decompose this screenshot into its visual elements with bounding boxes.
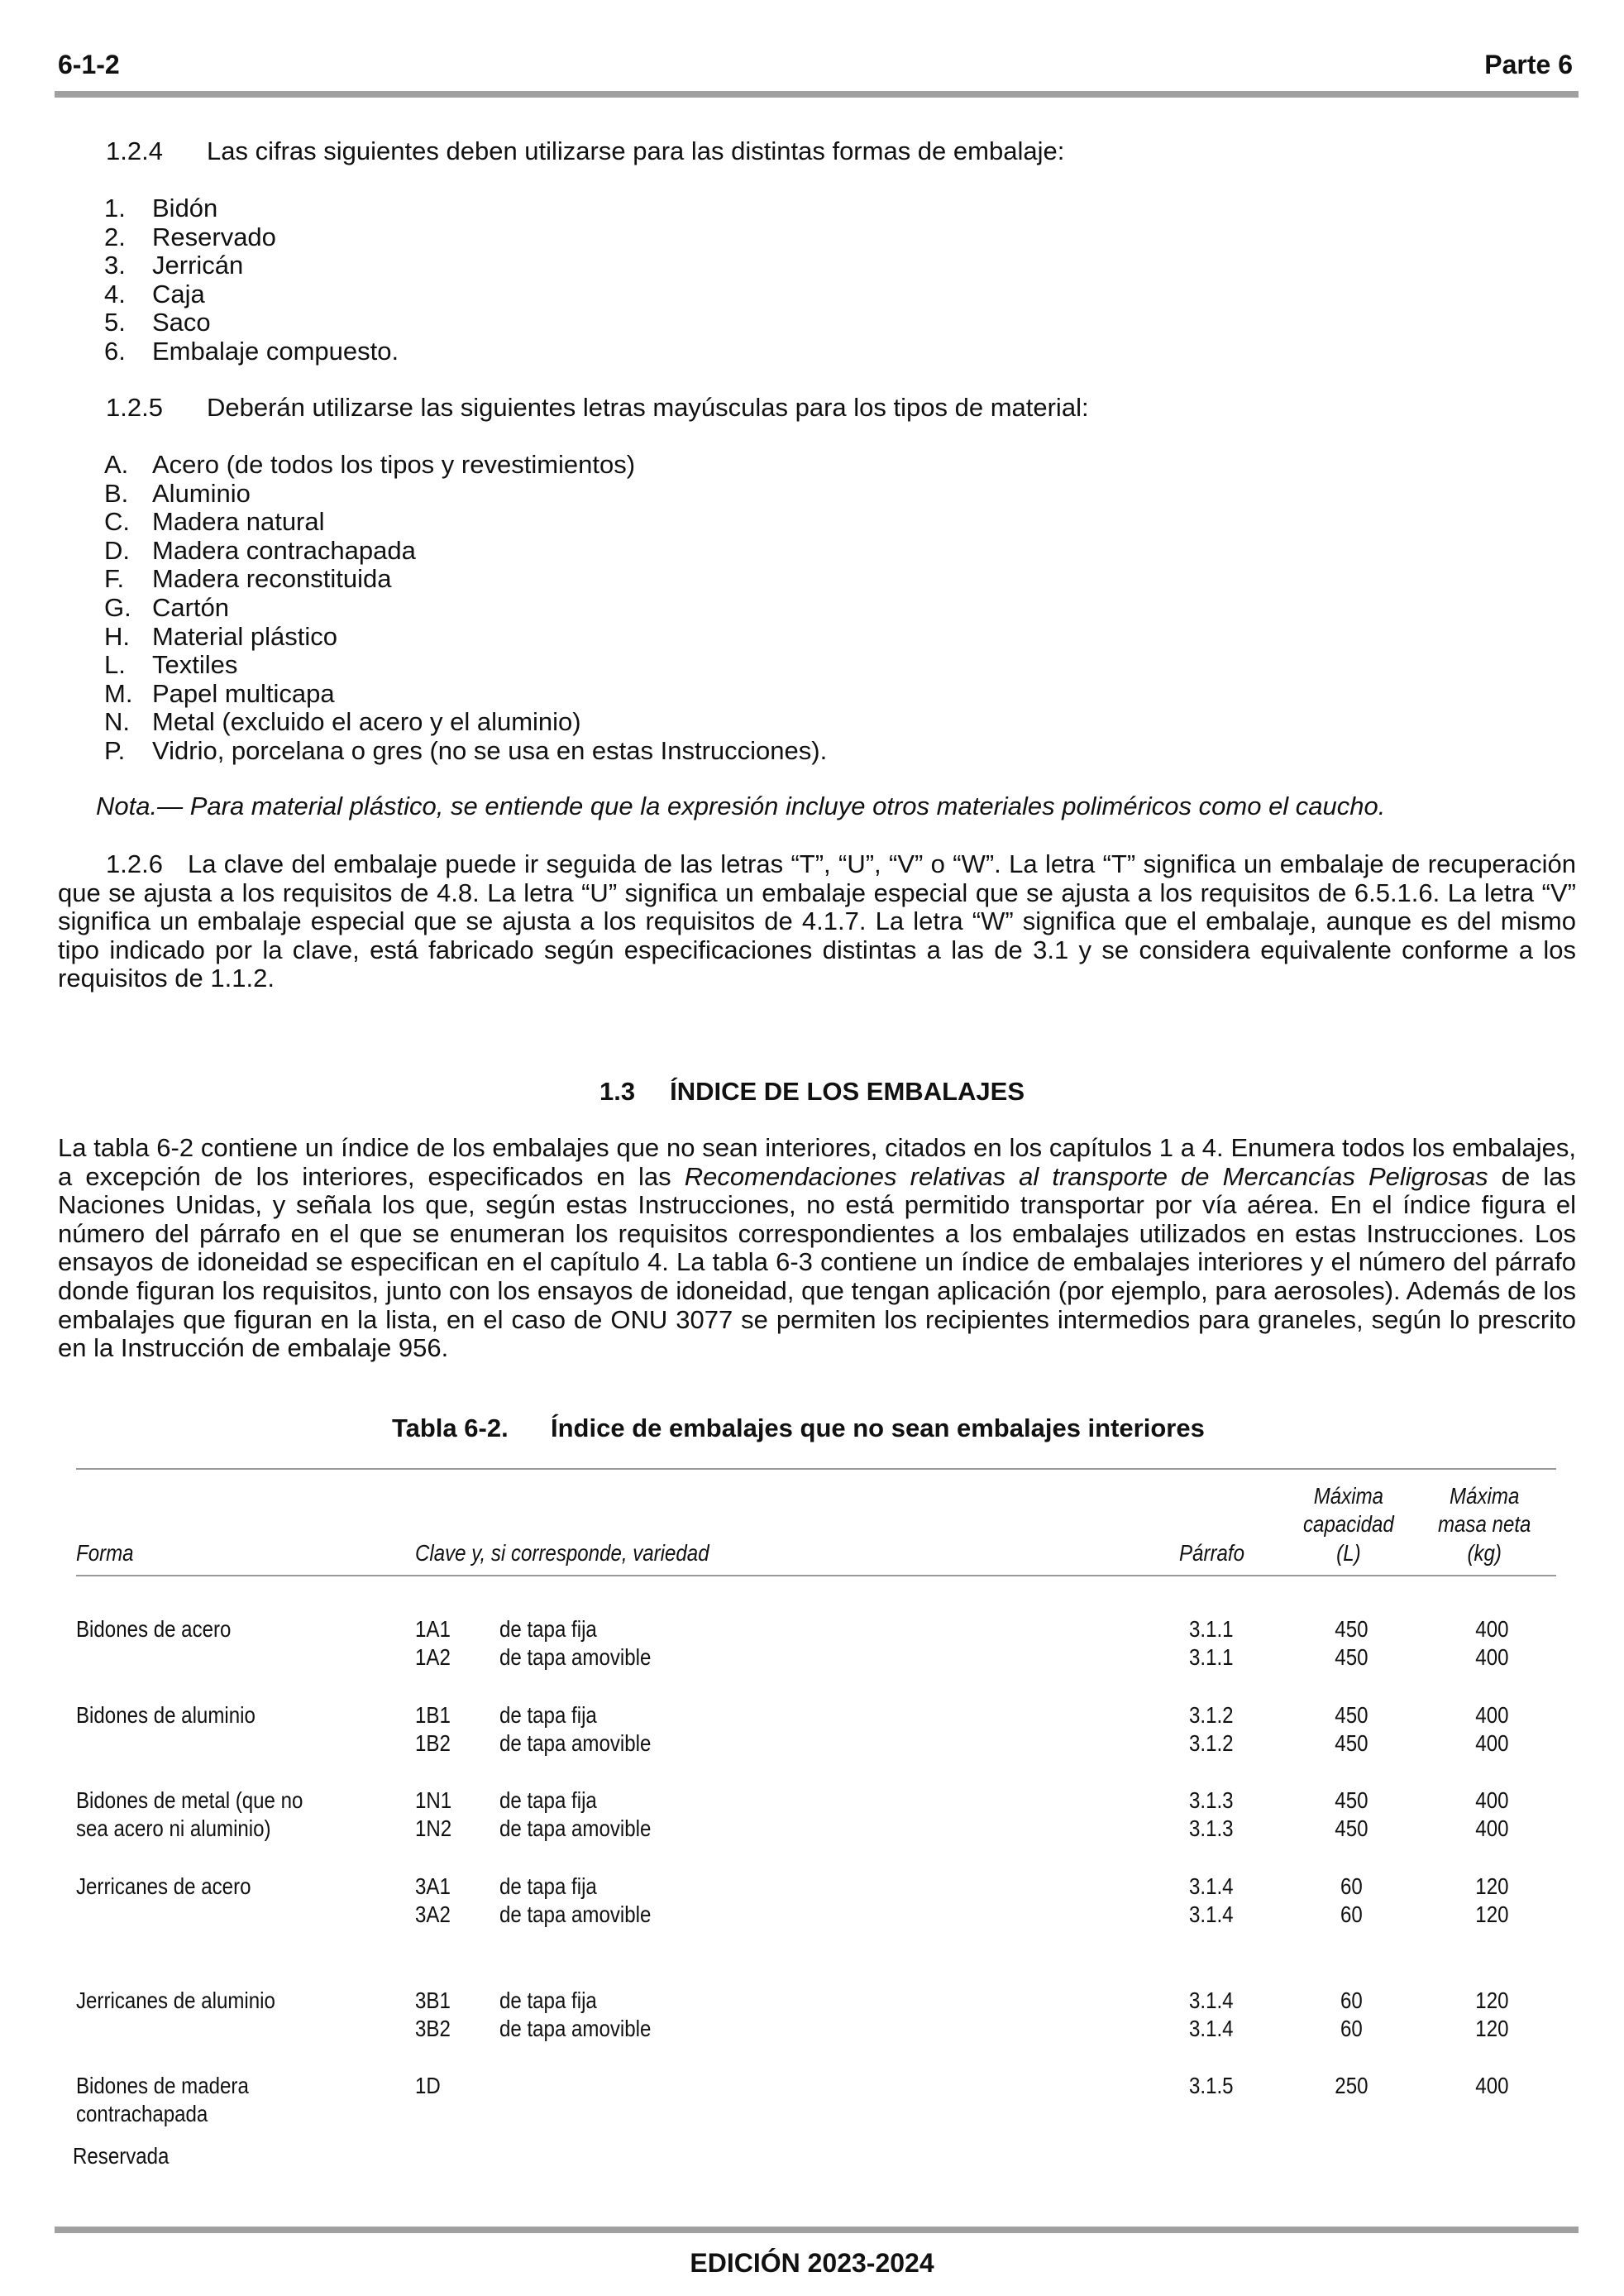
paragraph-italic-title: Recomendaciones relativas al transporte de Mercancías Peligrosas — [684, 1161, 1488, 1191]
list-text: Jerricán — [152, 251, 244, 280]
row-masa: 400 — [1475, 1730, 1509, 1757]
row-masa: 400 — [1475, 1815, 1509, 1842]
page-number: 6-1-2 — [58, 50, 120, 79]
row-masa: 120 — [1475, 1987, 1509, 2013]
section-1-3-paragraph — [58, 1134, 1576, 1363]
paragraph-text: Deberán utilizarse las siguientes letras mayúsculas para los tipos de material: — [207, 393, 1089, 422]
header-capacidad — [1302, 1482, 1395, 1567]
row-code: 3B1 — [415, 1987, 451, 2013]
table-label: Tabla 6-2. — [392, 1413, 509, 1442]
table-top-rule — [76, 1468, 1556, 1470]
list-text: Reservado — [152, 222, 276, 251]
row-masa: 400 — [1475, 1787, 1509, 1813]
row-capacidad: 450 — [1335, 1787, 1368, 1813]
row-forma: Bidones de metal (que no — [76, 1787, 303, 1813]
list-item — [104, 194, 399, 223]
row-capacidad: 450 — [1335, 1730, 1368, 1757]
paragraph-text: La clave del embalaje puede ir seguida de las letras “T”, “U”, “V” o “W”. La letra “T” significa un embalaje de recuperación que se ajusta a los requisitos de 4.8. La letra “U” significa un embalaje especial que se ajusta a los requisitos de 6.5.1.6. La letra “V” significa un embalaje especial que se ajusta a los requisitos de 4.1.7. La letra “W” significa que el embalaje, aunque es del mismo tipo indicado por la clave, está fabricado según especificaciones distintas a las de 3.1 y se considera equivalente conforme a los requisitos de 1.1.2. — [58, 849, 1576, 993]
list-item — [104, 337, 399, 366]
part-label: Parte 6 — [1484, 50, 1573, 79]
section-heading — [0, 1077, 1624, 1107]
row-masa: 400 — [1475, 1616, 1509, 1642]
list-item — [104, 508, 827, 537]
list-item — [104, 251, 399, 280]
row-variety: de tapa amovible — [499, 1815, 652, 1842]
paragraph-number: 1.2.5 — [106, 393, 163, 422]
row-variety: de tapa amovible — [499, 1901, 652, 1928]
list-marker: A. — [104, 450, 129, 479]
row-forma: Jerricanes de aluminio — [76, 1987, 275, 2013]
list-item — [104, 594, 827, 623]
row-parrafo: 3.1.1 — [1189, 1616, 1234, 1642]
list-text: Caja — [152, 279, 205, 309]
row-capacidad: 450 — [1335, 1702, 1368, 1728]
list-text: Bidón — [152, 194, 218, 222]
list-marker: L. — [104, 650, 126, 680]
header-line: capacidad — [1303, 1511, 1394, 1538]
list-item — [104, 565, 827, 594]
header-forma: Forma — [76, 1540, 134, 1566]
list-marker: H. — [104, 621, 130, 651]
list-marker: M. — [104, 678, 133, 708]
row-parrafo: 3.1.3 — [1189, 1787, 1234, 1813]
row-masa: 120 — [1475, 1873, 1509, 1899]
edition-footer: EDICIÓN 2023-2024 — [690, 2248, 934, 2278]
row-code: 1N1 — [415, 1787, 452, 1813]
row-masa: 120 — [1475, 1901, 1509, 1928]
list-text: Embalaje compuesto. — [152, 336, 399, 366]
header-line: Máxima — [1313, 1483, 1384, 1509]
list-text: Madera reconstituida — [152, 564, 392, 594]
row-capacidad: 450 — [1335, 1616, 1368, 1642]
list-item — [104, 451, 827, 480]
header-line: (L) — [1336, 1539, 1361, 1566]
list-text: Papel multicapa — [152, 678, 335, 708]
row-parrafo: 3.1.5 — [1189, 2073, 1234, 2098]
list-text: Metal (excluido el acero y el aluminio) — [152, 707, 581, 737]
row-code: 1D — [415, 2073, 441, 2098]
reserved-row: Reservada — [73, 2143, 170, 2169]
paragraph-number: 1.2.6 — [106, 849, 163, 878]
list-item — [104, 223, 399, 252]
row-code: 1B1 — [415, 1702, 451, 1728]
list-item — [104, 623, 827, 652]
list-marker: F. — [104, 564, 125, 594]
list-item — [104, 708, 827, 737]
row-forma: Bidones de madera — [76, 2073, 249, 2098]
header-line: masa neta — [1437, 1511, 1531, 1538]
row-masa: 400 — [1475, 1644, 1509, 1671]
row-parrafo: 3.1.2 — [1189, 1702, 1234, 1728]
paragraph-1-2-4 — [106, 137, 1064, 166]
list-item — [104, 309, 399, 337]
list-marker: P. — [104, 735, 126, 765]
row-parrafo: 3.1.4 — [1189, 2016, 1234, 2042]
table-caption: Índice de embalajes que no sean embalajes interiores — [551, 1413, 1205, 1442]
row-variety: de tapa fija — [499, 1873, 597, 1899]
row-forma: Jerricanes de acero — [76, 1873, 251, 1899]
header-line: (kg) — [1467, 1539, 1502, 1566]
list-marker: 2. — [104, 222, 126, 251]
row-variety: de tapa amovible — [499, 1730, 652, 1757]
list-text: Saco — [152, 308, 211, 337]
row-forma: contrachapada — [76, 2101, 208, 2127]
note-plastic: Nota.— Para material plástico, se entiende que la expresión incluye otros materiales poliméricos como el caucho. — [96, 792, 1386, 820]
list-text: Textiles — [152, 650, 238, 680]
list-item — [104, 680, 827, 709]
row-capacidad: 60 — [1340, 1873, 1363, 1899]
row-code: 3A2 — [415, 1901, 451, 1928]
row-forma: Bidones de aluminio — [76, 1702, 256, 1728]
row-capacidad: 60 — [1340, 1987, 1363, 2013]
section-title: ÍNDICE DE LOS EMBALAJES — [670, 1077, 1025, 1106]
list-text: Madera contrachapada — [152, 535, 416, 565]
row-code: 1N2 — [415, 1815, 452, 1842]
list-marker: 3. — [104, 251, 126, 280]
footer-rule — [55, 2227, 1579, 2233]
row-variety: de tapa fija — [499, 1702, 597, 1728]
row-parrafo: 3.1.1 — [1189, 1644, 1234, 1671]
section-number: 1.3 — [599, 1077, 636, 1106]
header-rule — [55, 91, 1579, 98]
list-item — [104, 737, 827, 766]
list-item — [104, 280, 399, 309]
paragraph-1-2-6 — [58, 850, 1576, 993]
list-text: Madera natural — [152, 507, 325, 537]
list-marker: 5. — [104, 308, 126, 337]
row-parrafo: 3.1.3 — [1189, 1815, 1234, 1842]
row-capacidad: 250 — [1335, 2073, 1368, 2098]
list-item — [104, 537, 827, 566]
row-code: 1A1 — [415, 1616, 451, 1642]
list-item — [104, 651, 827, 680]
table-header-rule — [76, 1575, 1556, 1576]
list-text: Vidrio, porcelana o gres (no se usa en estas Instrucciones). — [152, 735, 828, 765]
row-masa: 120 — [1475, 2016, 1509, 2042]
row-code: 1B2 — [415, 1730, 451, 1757]
row-code: 3B2 — [415, 2016, 451, 2042]
list-marker: B. — [104, 478, 129, 508]
row-variety: de tapa amovible — [499, 1644, 652, 1671]
paragraph-text: La tabla 6-2 contiene un índice de los embalajes que no sean interiores, citados en los capítulos 1 a 4. Enumera todos los embalajes, a excepción de los interiores, especificados en las — [58, 1133, 1576, 1191]
header-masa — [1435, 1482, 1534, 1567]
list-marker: 4. — [104, 279, 126, 309]
list-marker: 6. — [104, 336, 126, 366]
row-variety: de tapa fija — [499, 1616, 597, 1642]
list-marker: G. — [104, 592, 131, 622]
paragraph-1-2-5 — [106, 394, 1089, 423]
paragraph-text: de las Naciones Unidas, y señala los que, según estas Instrucciones, no está permitido transportar por vía aérea. En el índice figura el número del párrafo en el que se enumeran los requisitos correspondientes a los embalajes utilizados en estas Instrucciones. Los ensayos de idoneidad se especifican en el capítulo 4. La tabla 6-3 contiene un índice de embalajes interiores y el número del párrafo donde figuran los requisitos, junto con los ensayos de idoneidad, que tengan aplicación (por ejemplo, para aerosoles). Además de los embalajes que figuran en la lista, en el caso de ONU 3077 se permiten los recipientes intermedios para graneles, según lo prescrito en la Instrucción de embalaje 956. — [58, 1161, 1576, 1363]
paragraph-text: Las cifras siguientes deben utilizarse para las distintas formas de embalaje: — [207, 136, 1065, 165]
list-text: Acero (de todos los tipos y revestimientos) — [152, 450, 636, 479]
row-variety: de tapa amovible — [499, 2016, 652, 2042]
materials-list — [104, 451, 827, 766]
row-parrafo: 3.1.2 — [1189, 1730, 1234, 1757]
list-text: Cartón — [152, 592, 230, 622]
row-capacidad: 60 — [1340, 1901, 1363, 1928]
row-capacidad: 450 — [1335, 1644, 1368, 1671]
row-forma: sea acero ni aluminio) — [76, 1815, 271, 1842]
row-parrafo: 3.1.4 — [1189, 1873, 1234, 1899]
list-marker: D. — [104, 535, 130, 565]
list-marker: 1. — [104, 194, 126, 222]
header-clave: Clave y, si corresponde, variedad — [415, 1540, 709, 1566]
row-variety: de tapa fija — [499, 1787, 597, 1813]
table-title — [392, 1413, 1205, 1443]
row-capacidad: 450 — [1335, 1815, 1368, 1842]
row-masa: 400 — [1475, 1702, 1509, 1728]
list-text: Material plástico — [152, 621, 337, 651]
header-line: Máxima — [1450, 1483, 1520, 1509]
forms-list — [104, 194, 399, 366]
row-code: 1A2 — [415, 1644, 451, 1671]
row-code: 3A1 — [415, 1873, 451, 1899]
list-marker: N. — [104, 707, 130, 737]
row-parrafo: 3.1.4 — [1189, 1987, 1234, 2013]
list-marker: C. — [104, 507, 130, 537]
row-masa: 400 — [1475, 2073, 1509, 2098]
row-forma: Bidones de acero — [76, 1616, 232, 1642]
row-variety: de tapa fija — [499, 1987, 597, 2013]
list-item — [104, 480, 827, 509]
paragraph-number: 1.2.4 — [106, 136, 163, 165]
list-text: Aluminio — [152, 478, 251, 508]
row-capacidad: 60 — [1340, 2016, 1363, 2042]
row-parrafo: 3.1.4 — [1189, 1901, 1234, 1928]
header-parrafo: Párrafo — [1179, 1540, 1244, 1566]
